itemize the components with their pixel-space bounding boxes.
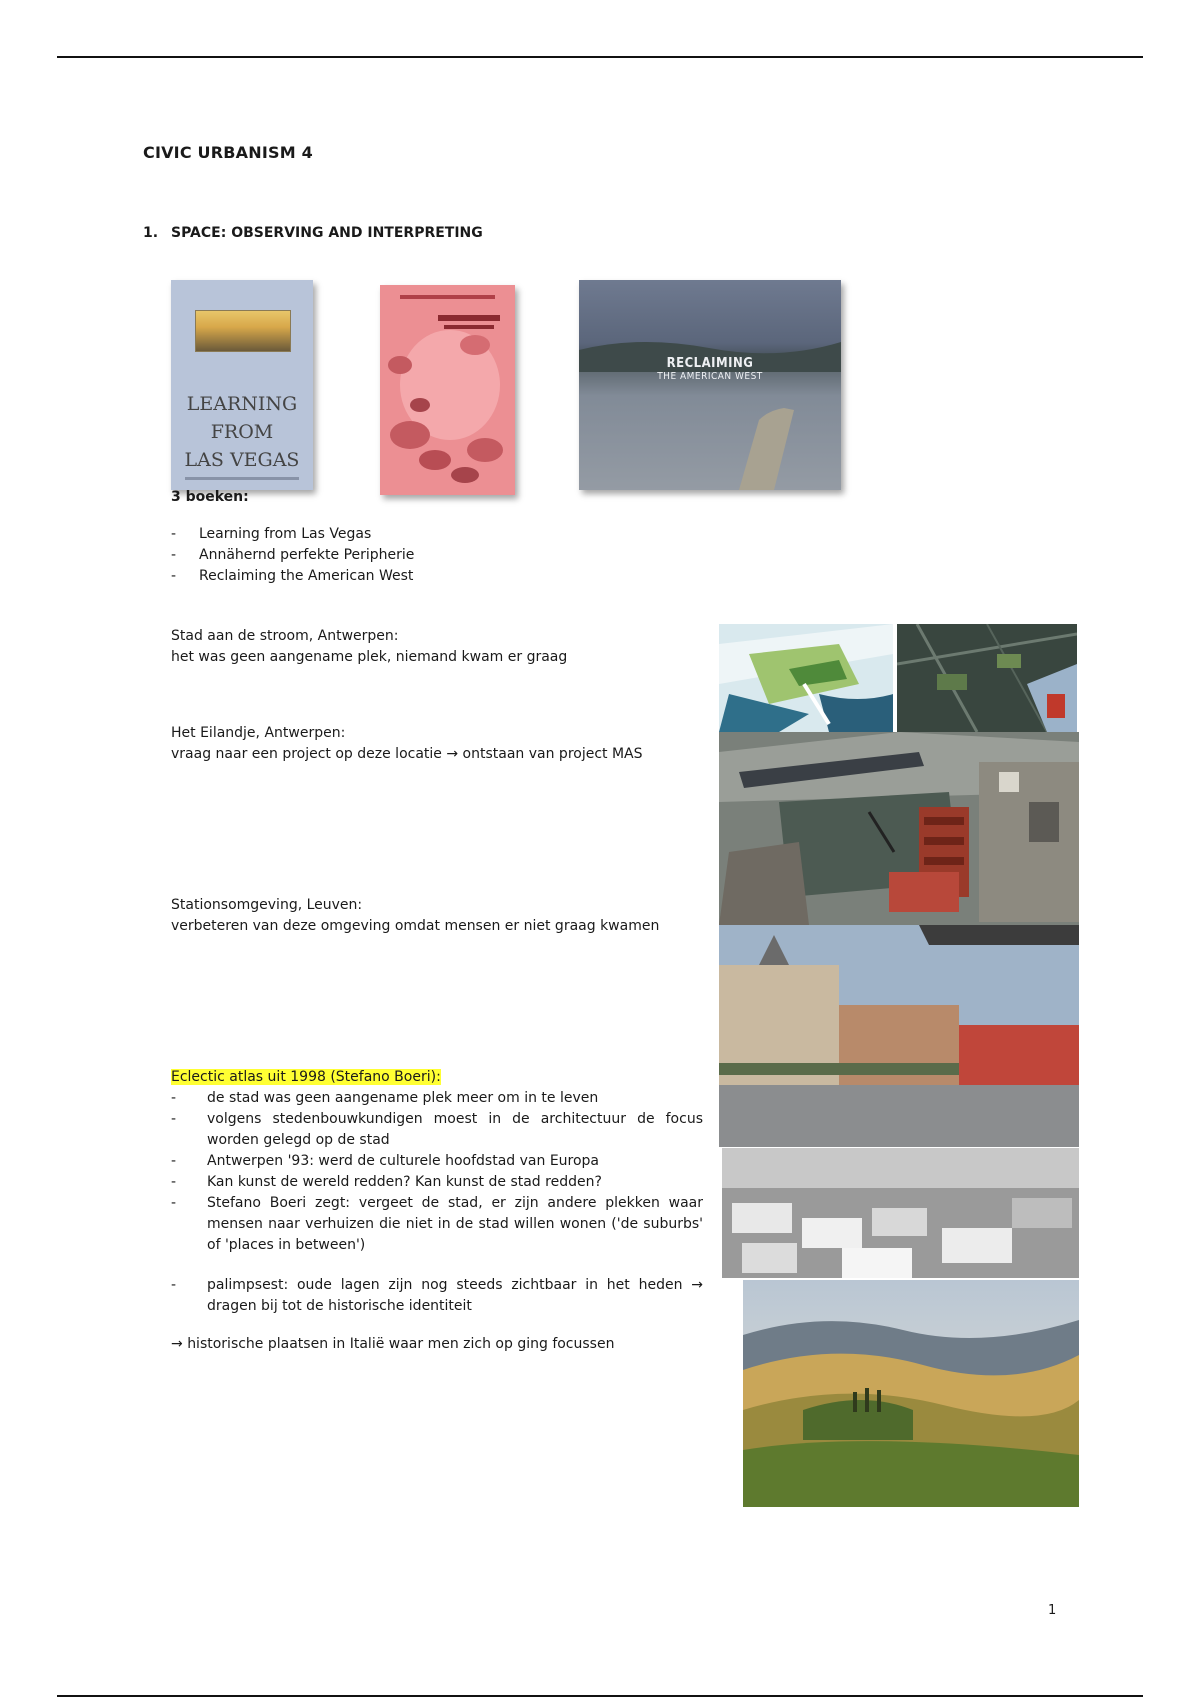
section-heading — [143, 225, 483, 241]
block-heading: Stationsomgeving, Leuven: — [171, 897, 363, 913]
highlighted-heading: Eclectic atlas uit 1998 (Stefano Boeri): — [171, 1069, 441, 1085]
list-item: - Reclaiming the American West — [171, 566, 621, 587]
photo-traffic-black-white — [722, 1148, 1079, 1278]
map-pattern — [380, 285, 515, 495]
list-item: - Annähernd perfekte Peripherie — [171, 545, 621, 566]
book-cover-learning-from-las-vegas — [171, 280, 313, 490]
photo-stad-aan-de-stroom-aerial — [897, 624, 1077, 732]
list-item: - Kan kunst de wereld redden? Kan kunst de stad redden? — [171, 1172, 703, 1193]
photo-mas-antwerpen — [719, 732, 1079, 925]
block-heading — [171, 1067, 703, 1088]
section-title: SPACE: OBSERVING AND INTERPRETING — [171, 225, 483, 241]
palimpsest-list — [171, 1275, 703, 1317]
block-text: vraag naar een project op deze locatie → ontstaan van project MAS — [171, 746, 643, 762]
photo-stad-aan-de-stroom-render — [719, 624, 893, 732]
top-rule — [57, 56, 1143, 58]
book-title-line: LEARNING — [186, 393, 298, 415]
books-list — [171, 524, 621, 587]
list-item: - de stad was geen aangename plek meer om in te leven — [171, 1088, 703, 1109]
list-item: - Learning from Las Vegas — [171, 524, 621, 545]
list-item: - palimpsest: oude lagen zijn nog steeds zichtbaar in het heden → dragen bij tot de historische identiteit — [171, 1275, 703, 1317]
block-text: het was geen aangename plek, niemand kwam er graag — [171, 649, 568, 665]
eilandje-block — [171, 723, 691, 765]
photo-leuven-stationsplein — [719, 925, 1079, 1147]
road-landscape — [579, 280, 841, 490]
station-block — [171, 895, 691, 937]
arrow-icon: → — [171, 1336, 183, 1352]
arrow-icon: → — [446, 746, 459, 762]
book-subtitle-line: THE AMERICAN WEST — [657, 371, 763, 382]
atlas-block — [171, 1067, 703, 1355]
bottom-rule — [57, 1695, 1143, 1697]
list-item: - Stefano Boeri zegt: vergeet de stad, er zijn andere plekken waar mensen naar verhuizen die niet in de stad willen wonen ('de suburbs' of 'places in between') — [171, 1193, 703, 1256]
arrow-icon: → — [691, 1277, 703, 1293]
page-number: 1 — [1048, 1603, 1057, 1618]
photo-tuscany-landscape — [743, 1280, 1079, 1507]
block-heading: Stad aan de stroom, Antwerpen: — [171, 628, 399, 644]
book-title-line: FROM — [210, 421, 274, 443]
book-author-line — [185, 477, 299, 480]
block-heading: Het Eilandje, Antwerpen: — [171, 725, 346, 741]
stad-block — [171, 626, 691, 668]
conclusion-line: → historische plaatsen in Italië waar men zich op ging focussen — [171, 1336, 615, 1352]
atlas-list — [171, 1088, 703, 1256]
book-cover-reclaiming-the-american-west — [579, 280, 841, 490]
book-title-line: LAS VEGAS — [184, 449, 300, 471]
list-item: - volgens stedenbouwkundigen moest in de architectuur de focus worden gelegd op de stad — [171, 1109, 703, 1151]
block-text: verbeteren van deze omgeving omdat mensen er niet graag kwamen — [171, 918, 660, 934]
book-cover-annahernd-perfekte-peripherie — [380, 285, 515, 495]
book-cover-image — [195, 310, 291, 352]
book-title-line: RECLAIMING — [666, 356, 754, 371]
document-title: CIVIC URBANISM 4 — [143, 143, 313, 162]
books-caption: 3 boeken: — [171, 489, 249, 505]
list-item: - Antwerpen '93: werd de culturele hoofdstad van Europa — [171, 1151, 703, 1172]
section-number: 1. — [143, 225, 159, 241]
